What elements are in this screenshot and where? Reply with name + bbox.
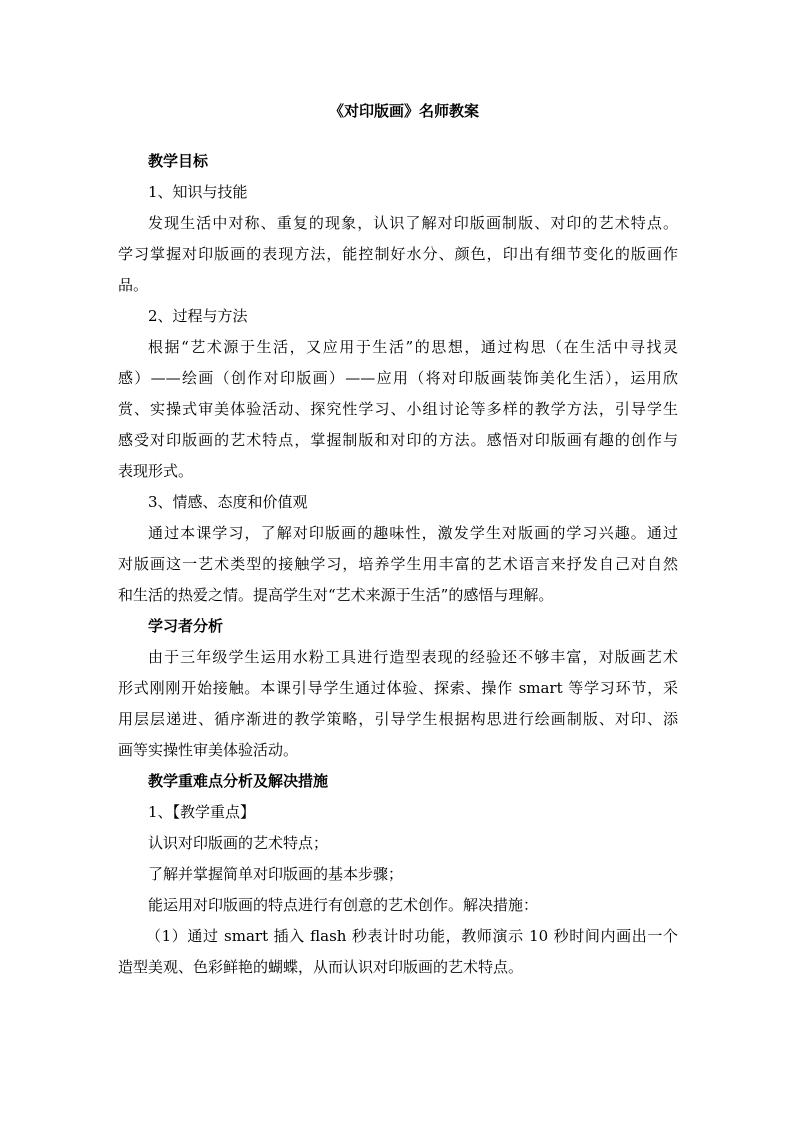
paragraph-line: 感受对印版画的艺术特点，掌握制版和对印的方法。感悟对印版画有趣的创作与 <box>118 431 678 449</box>
paragraph-line: 和生活的热爱之情。提高学生对“艺术来源于生活”的感悟与理解。 <box>118 586 554 604</box>
paragraph-line: 表现形式。 <box>118 462 194 480</box>
paragraph-line: 对版画这一艺术类型的接触学习，培养学生用丰富的艺术语言来抒发自己对自然 <box>118 555 678 573</box>
subheading-emotion-values: 3、情感、态度和价值观 <box>148 493 308 511</box>
paragraph-line: 形式刚刚开始接触。本课引导学生通过体验、探索、操作 smart 等学习环节，采 <box>118 679 678 697</box>
document-page <box>118 96 678 983</box>
paragraph-line: 学习掌握对印版画的表现方法，能控制好水分、颜色，印出有细节变化的版画作 <box>118 245 678 263</box>
paragraph-line: 画等实操性审美体验活动。 <box>118 741 299 759</box>
subheading-knowledge-skills: 1、知识与技能 <box>148 183 248 201</box>
heading-learner-analysis: 学习者分析 <box>148 617 224 635</box>
key-point-item: 认识对印版画的艺术特点； <box>148 834 329 852</box>
paragraph-line: 感）——绘画（创作对印版画）——应用（将对印版画装饰美化生活），运用欣 <box>118 369 678 387</box>
paragraph-line: 用层层递进、循序渐进的教学策略，引导学生根据构思进行绘画制版、对印、添 <box>118 710 678 728</box>
subheading-teaching-focus: 1、【教学重点】 <box>148 803 256 821</box>
document-title: 《对印版画》名师教案 <box>328 102 479 120</box>
paragraph-line: 发现生活中对称、重复的现象，认识了解对印版画制版、对印的艺术特点。 <box>148 214 678 232</box>
heading-teaching-goals: 教学目标 <box>148 152 209 170</box>
paragraph-line: （1）通过 smart 插入 flash 秒表计时功能，教师演示 10 秒时间内画出一个 <box>146 927 678 945</box>
key-point-item: 了解并掌握简单对印版画的基本步骤； <box>148 865 404 883</box>
heading-key-points: 教学重难点分析及解决措施 <box>148 772 329 790</box>
paragraph-line: 赏、实操式审美体验活动、探究性学习、小组讨论等多样的教学方法，引导学生 <box>118 400 678 418</box>
paragraph-line: 造型美观、色彩鲜艳的蝴蝶，从而认识对印版画的艺术特点。 <box>118 958 524 976</box>
paragraph-line: 由于三年级学生运用水粉工具进行造型表现的经验还不够丰富，对版画艺术 <box>148 648 678 666</box>
subheading-process-methods: 2、过程与方法 <box>148 307 248 325</box>
paragraph-line: 根据“艺术源于生活，又应用于生活”的思想，通过构思（在生活中寻找灵 <box>148 338 678 356</box>
key-point-item: 能运用对印版画的特点进行有创意的艺术创作。解决措施： <box>148 896 539 914</box>
paragraph-line: 品。 <box>118 276 149 294</box>
paragraph-line: 通过本课学习，了解对印版画的趣味性，激发学生对版画的学习兴趣。通过 <box>148 524 678 542</box>
